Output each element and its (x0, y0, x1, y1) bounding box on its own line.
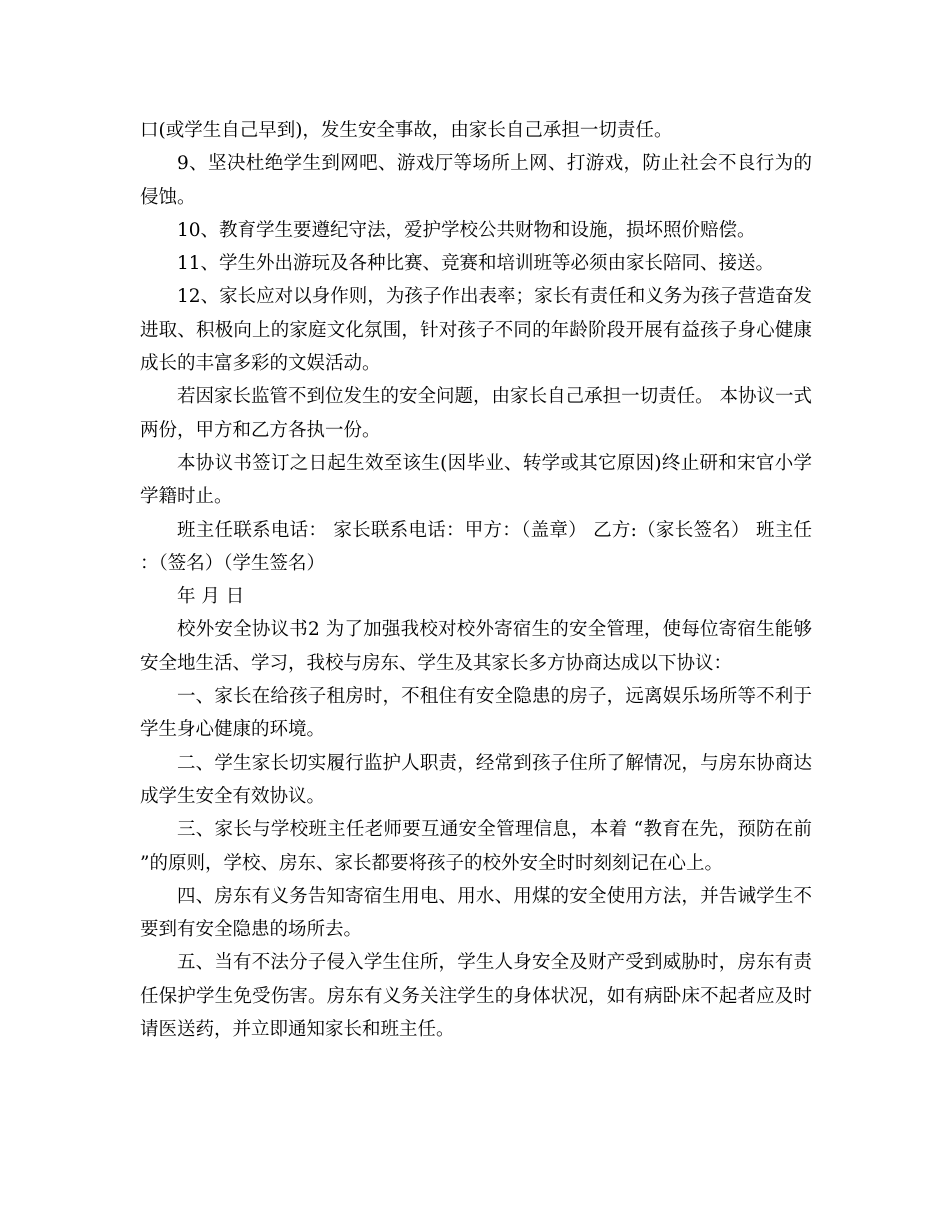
paragraph-continuation: 口(或学生自己早到)，发生安全事故，由家长自己承担一切责任。 (140, 120, 673, 141)
paragraph-date: 年 月 日 (177, 586, 245, 608)
paragraph-clause-1: 一、家长在给孩子租房时，不租住有安全隐患的房子，远离娱乐场所等不利于学生身心健康的环境。 (140, 686, 812, 741)
paragraph-item-9: 9、坚决杜绝学生到网吧、游戏厅等场所上网、打游戏，防止社会不良行为的侵蚀。 (140, 153, 812, 208)
paragraph-item-10: 10、教育学生要遵纪守法，爱护学校公共财物和设施，损坏照价赔偿。 (177, 219, 756, 241)
paragraph-clause-3: 三、家长与学校班主任老师要互通安全管理信息，本着 “教育在先，预防在前”的原则，学校、房东、家长都要将孩子的校外安全时时刻刻记在心上。 (140, 819, 812, 874)
paragraph-item-11: 11、学生外出游玩及各种比赛、竞赛和培训班等必须由家长陪同、接送。 (177, 253, 775, 275)
paragraph-agreement-2-intro: 校外安全协议书2 为了加强我校对校外寄宿生的安全管理，使每位寄宿生能够安全地生活、学习，我校与房东、学生及其家长多方协商达成以下协议： (140, 619, 812, 674)
paragraph-signatures: 班主任联系电话： 家长联系电话：甲方：（盖章） 乙方:（家长签名） 班主任：（签名）（学生签名） (140, 519, 812, 574)
paragraph-clause-4: 四、房东有义务告知寄宿生用电、用水、用煤的安全使用方法，并告诫学生不要到有安全隐患的场所去。 (140, 885, 812, 941)
paragraph-item-12: 12、家长应对以身作则，为孩子作出表率；家长有责任和义务为孩子营造奋发进取、积极向上的家庭文化氛围，针对孩子不同的年龄阶段开展有益孩子身心健康成长的丰富多彩的文娱活动。 (140, 286, 812, 375)
paragraph-responsibility: 若因家长监管不到位发生的安全问题，由家长自己承担一切责任。 本协议一式两份，甲方和乙方各执一份。 (140, 386, 812, 441)
paragraph-clause-2: 二、学生家长切实履行监护人职责，经常到孩子住所了解情况，与房东协商达成学生安全有效协议。 (140, 752, 812, 807)
document-body (140, 114, 812, 1046)
paragraph-clause-5: 五、当有不法分子侵入学生住所，学生人身安全及财产受到威胁时，房东有责任保护学生免受伤害。房东有义务关注学生的身体状况，如有病卧床不起者应及时请医送药，并立即通知家长和班主任。 (140, 952, 812, 1041)
paragraph-validity: 本协议书签订之日起生效至该生(因毕业、转学或其它原因)终止研和宋官小学学籍时止。 (140, 452, 812, 508)
